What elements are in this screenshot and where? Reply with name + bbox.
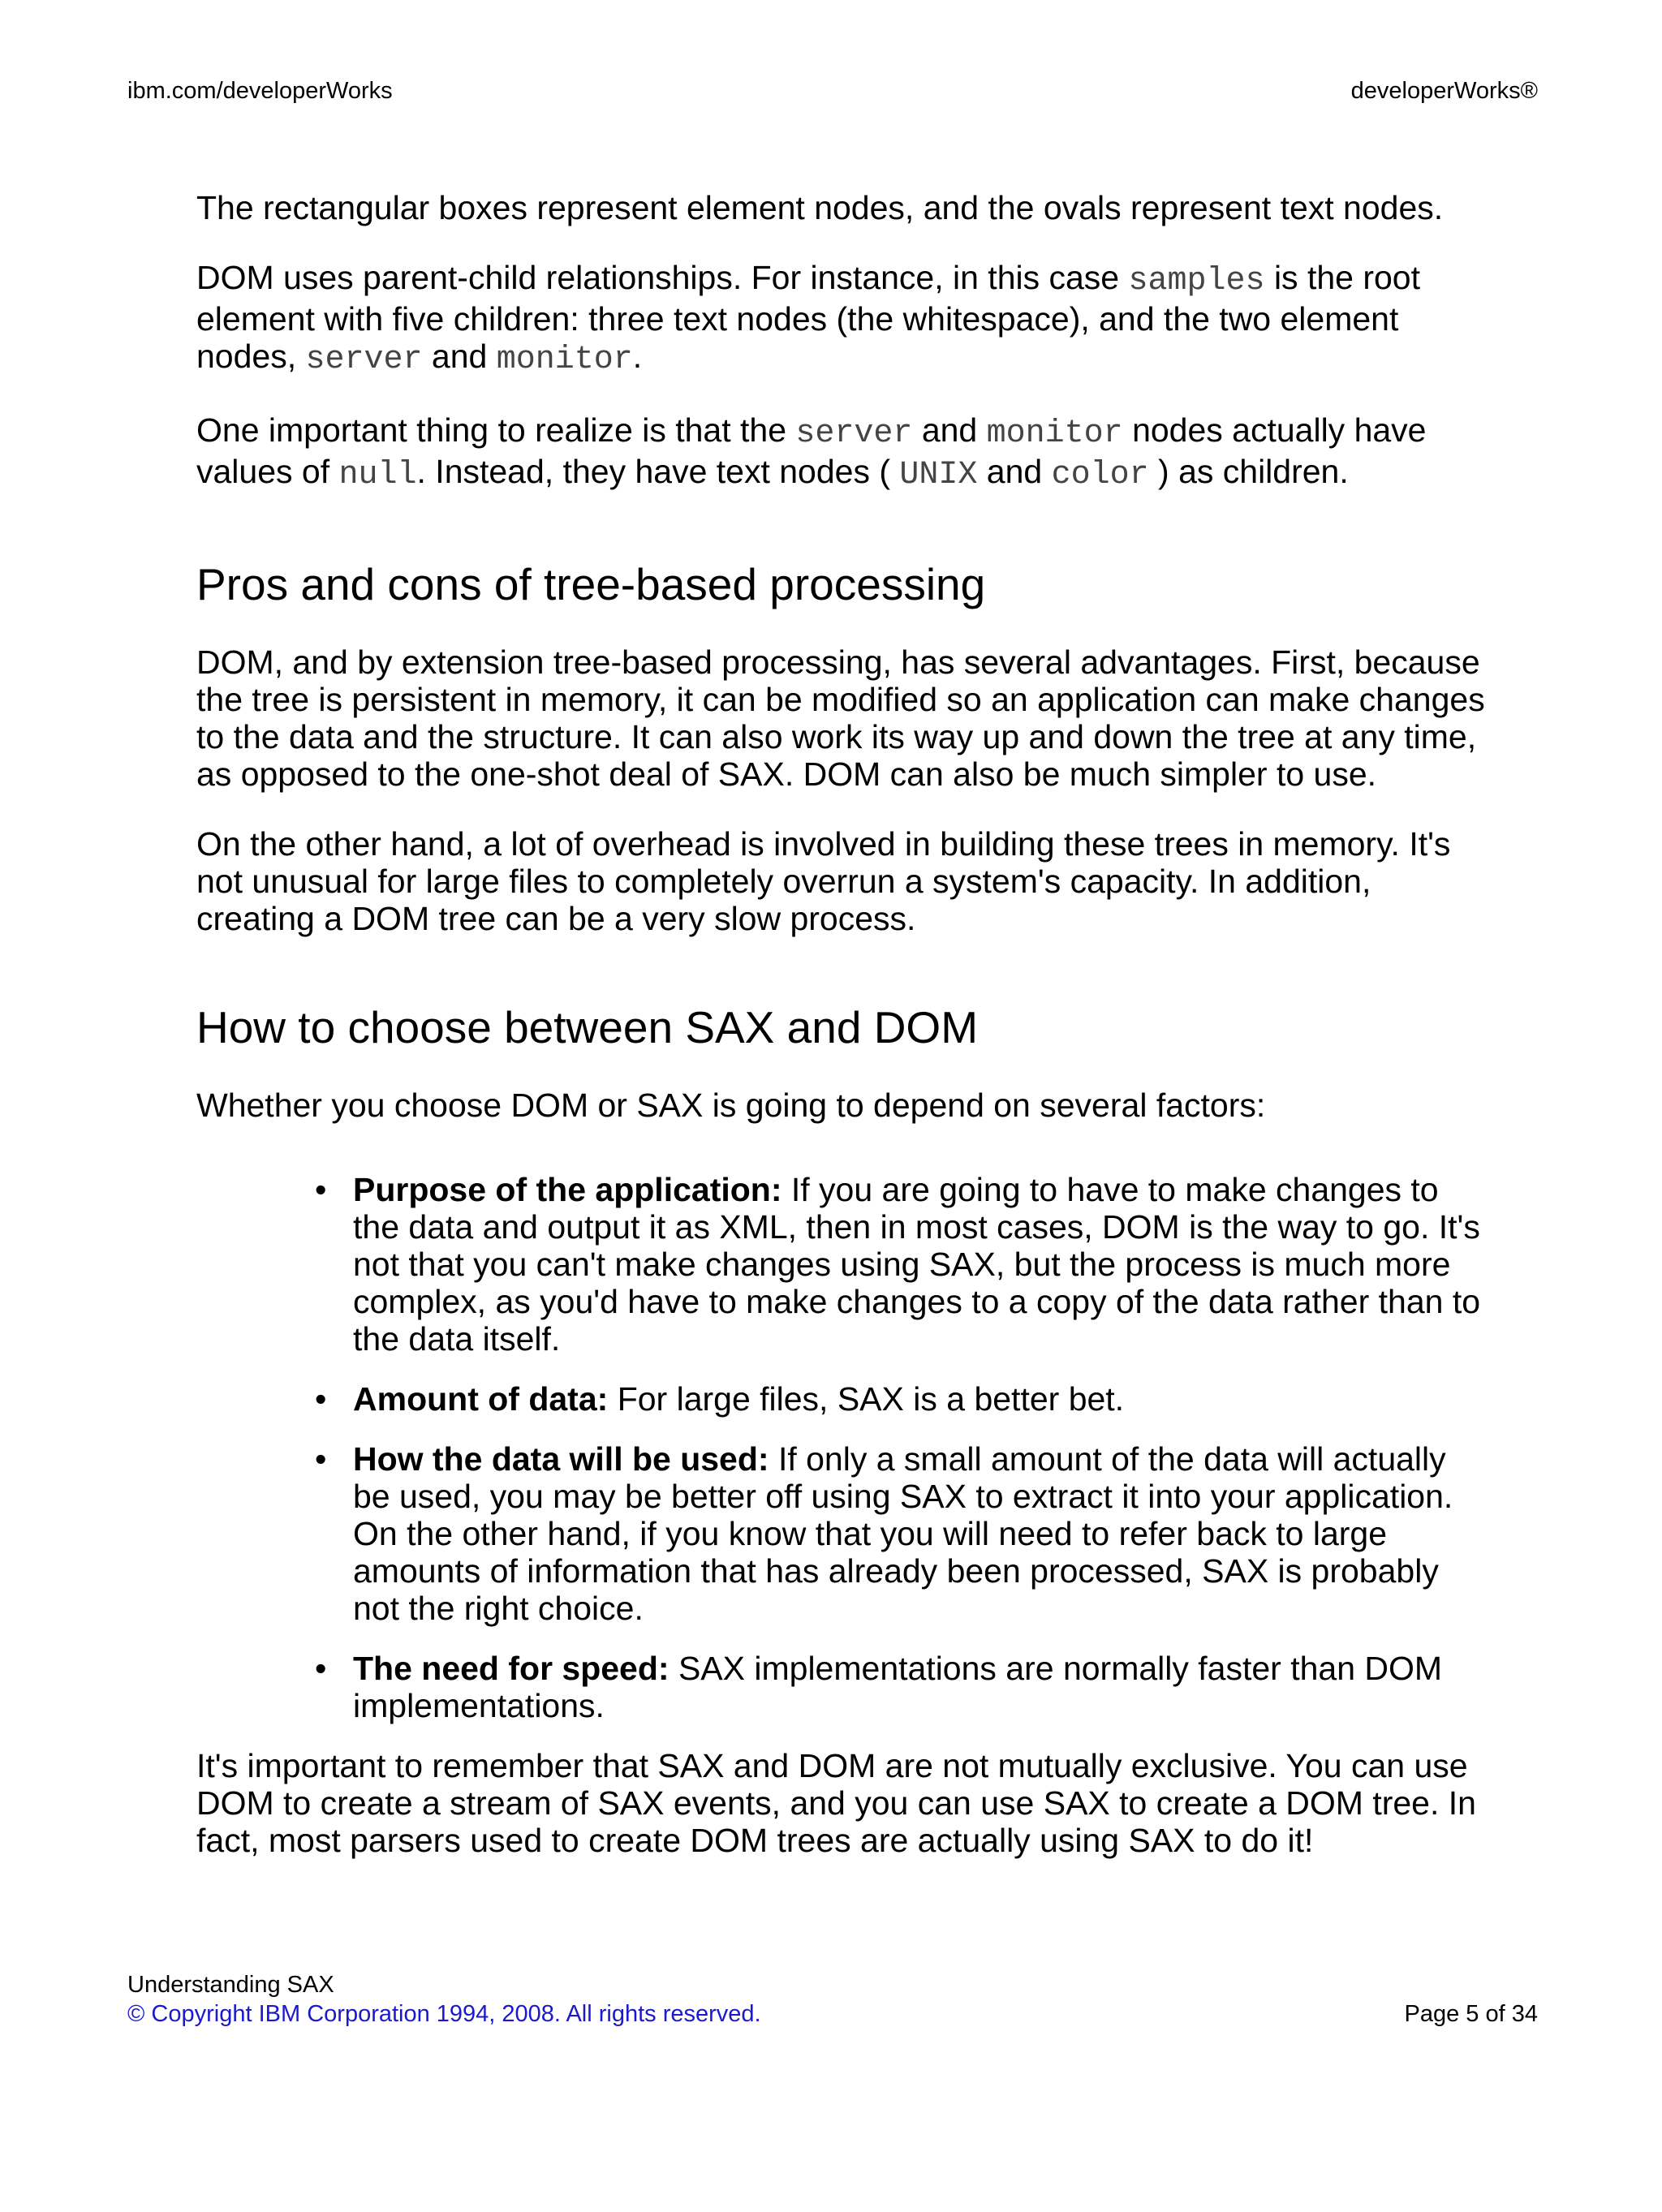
text-run: and (422, 338, 497, 375)
copyright-link[interactable]: © Copyright IBM Corporation 1994, 2008. All rights reserved. (127, 2001, 761, 2027)
page-number: Page 5 of 34 (1404, 2001, 1538, 2027)
list-item (315, 1171, 1487, 1358)
text-run: . Instead, they have text nodes ( (416, 453, 900, 490)
item-text: If you are going to have to make changes to the data and output it as XML, then in most cases, DOM is the way to go. It's not that you can't make changes using SAX, but the process is much more complex, as you'd have to make changes to a copy of the data rather than to the data itself. (353, 1171, 1481, 1358)
text-run: and (977, 453, 1052, 490)
code-monitor: monitor (986, 415, 1123, 452)
closing-paragraph: It's important to remember that SAX and DOM are not mutually exclusive. You can use DOM to create a stream of SAX events, and you can use SAX to create a DOM tree. In fact, most parsers used to create DOM trees are actually using SAX to do it! (196, 1747, 1476, 1859)
main-content (196, 189, 1487, 1859)
item-label: Purpose of the application: (353, 1171, 782, 1208)
list-item (315, 1440, 1487, 1627)
bullet-icon: • (315, 1440, 327, 1478)
page-header (127, 75, 1538, 107)
intro-paragraph-1: The rectangular boxes represent element nodes, and the ovals represent text nodes. (196, 189, 1444, 226)
item-label: Amount of data: (353, 1380, 609, 1418)
choose-intro-paragraph: Whether you choose DOM or SAX is going to depend on several factors: (196, 1087, 1266, 1124)
text-run: and (912, 411, 987, 449)
code-samples: samples (1128, 263, 1265, 299)
item-label: How the data will be used: (353, 1440, 769, 1478)
page-footer (127, 1970, 1538, 2029)
bullet-icon: • (315, 1171, 327, 1208)
list-item (315, 1650, 1487, 1724)
code-null: null (338, 457, 417, 493)
factors-list (196, 1171, 1487, 1724)
list-item (315, 1380, 1487, 1418)
text-run: nodes actually have values of (196, 411, 1427, 490)
text-run: One important thing to realize is that the (196, 411, 796, 449)
item-label: The need for speed: (353, 1650, 670, 1687)
section-heading-choose: How to choose between SAX and DOM (196, 1002, 979, 1052)
intro-paragraph-2 (196, 259, 1487, 379)
header-brand: developerWorks® (1350, 78, 1538, 104)
bullet-icon: • (315, 1380, 327, 1418)
text-run: DOM uses parent-child relationships. For instance, in this case (196, 259, 1129, 296)
item-text: If only a small amount of the data will actually be used, you may be better off using SAX to extract it into your application. On the other hand, if you know that you will need to refer back to large amounts of information that has already been processed, SAX is probably not the right choice. (353, 1440, 1453, 1627)
text-run: . (632, 338, 643, 375)
code-monitor: monitor (496, 342, 633, 378)
code-color: color (1051, 457, 1149, 493)
bullet-icon: • (315, 1650, 327, 1687)
code-server: server (305, 342, 423, 378)
cons-paragraph: On the other hand, a lot of overhead is involved in building these trees in memory. It's not unusual for large files to completely overrun a system's capacity. In addition, creating a DOM tree can be a very slow process. (196, 825, 1451, 937)
pros-paragraph: DOM, and by extension tree-based processing, has several advantages. First, because the tree is persistent in memory, it can be modified so an application can make changes to the data and the structure. It can also work its way up and down the tree at any time, as opposed to the one-shot deal of SAX. DOM can also be much simpler to use. (196, 643, 1485, 793)
item-text: SAX implementations are normally faster than DOM implementations. (353, 1650, 1443, 1724)
header-site-url: ibm.com/developerWorks (127, 78, 393, 104)
intro-paragraph-3 (196, 411, 1487, 494)
text-run: is the root element with five children: three text nodes (the whitespace), and the two element nodes, (196, 259, 1420, 375)
footer-document-title: Understanding SAX (127, 1972, 334, 1998)
code-unix: UNIX (899, 457, 978, 493)
code-server: server (795, 415, 913, 452)
section-heading-pros-cons: Pros and cons of tree-based processing (196, 559, 986, 609)
item-text: For large files, SAX is a better bet. (608, 1380, 1125, 1418)
text-run: ) as children. (1148, 453, 1349, 490)
